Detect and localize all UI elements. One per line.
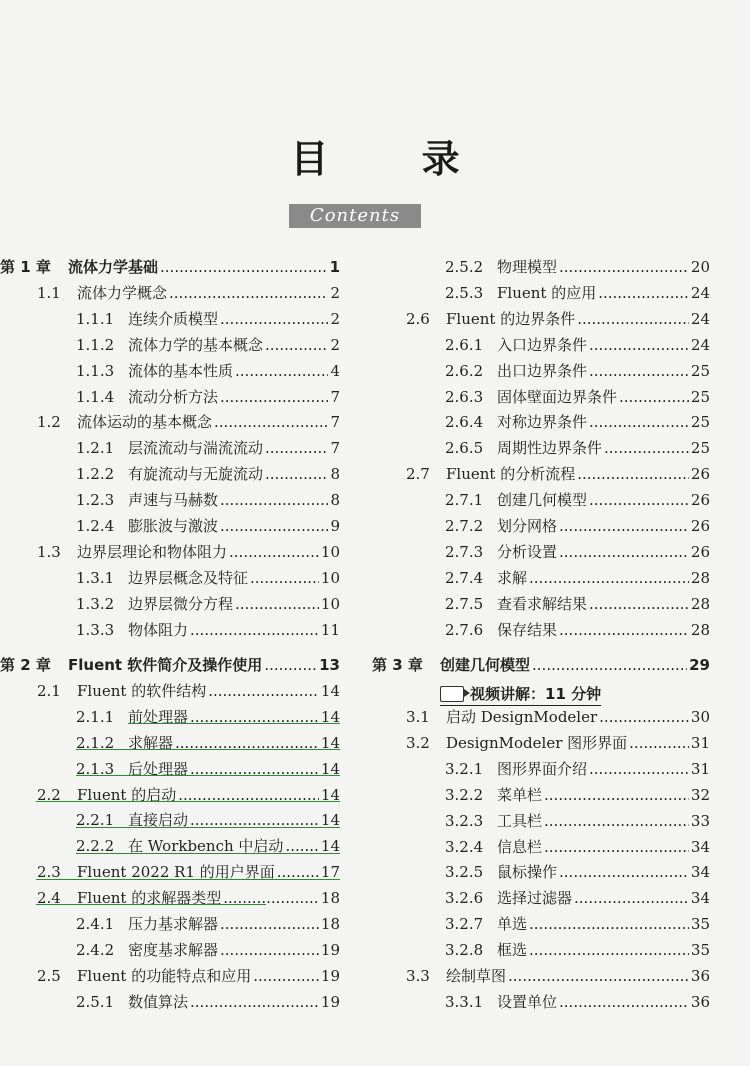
toc-entry-title: Fluent 的软件结构 xyxy=(77,682,207,700)
toc-entry-number: 2.7.3 xyxy=(445,543,484,561)
toc-entry-title: 菜单栏 xyxy=(497,786,543,804)
toc-entry-sub[interactable] xyxy=(372,362,710,380)
toc-entry-title: 工具栏 xyxy=(497,812,543,830)
toc-entry-number: 3.2.1 xyxy=(445,760,484,778)
toc-entry-sub[interactable] xyxy=(0,388,340,406)
contents-banner: Contents xyxy=(289,204,421,228)
toc-entry-page: 26 xyxy=(690,465,710,483)
toc-entry-page: 2 xyxy=(330,336,340,354)
toc-entry-title: 流体运动的基本概念 xyxy=(77,413,213,431)
toc-entry-title: 框选 xyxy=(497,941,528,959)
toc-entry-page: 31 xyxy=(690,734,710,752)
toc-entry-page: 13 xyxy=(319,656,340,674)
toc-entry-sub[interactable] xyxy=(372,993,710,1011)
toc-entry-number: 1.1.4 xyxy=(76,388,115,406)
toc-entry-sub[interactable] xyxy=(0,621,340,639)
toc-entry-title: Fluent 2022 R1 的用户界面 xyxy=(77,863,275,881)
toc-entry-title: 查看求解结果 xyxy=(497,595,588,613)
toc-entry-title: 层流流动与湍流流动 xyxy=(128,439,264,457)
toc-entry-number: 2.7 xyxy=(406,465,430,483)
toc-entry-page: 7 xyxy=(330,388,340,406)
toc-entry-page: 24 xyxy=(690,284,710,302)
toc-entry-number: 1.1.2 xyxy=(76,336,115,354)
toc-entry-page: 31 xyxy=(690,760,710,778)
toc-entry-sub[interactable] xyxy=(0,941,340,959)
toc-entry-number: 2.1 xyxy=(37,682,61,700)
toc-leader-dots xyxy=(559,621,689,639)
toc-entry-number: 2.2.1 xyxy=(76,811,115,829)
toc-leader-dots xyxy=(229,543,319,561)
toc-entry-chapter[interactable] xyxy=(0,656,340,674)
toc-entry-number: 第 3 章 xyxy=(372,656,423,674)
toc-entry-title: 流体力学概念 xyxy=(77,284,168,302)
toc-entry-title: 启动 DesignModeler xyxy=(446,708,598,726)
toc-leader-dots xyxy=(169,284,328,302)
toc-entry-title: 边界层理论和物体阻力 xyxy=(77,543,228,561)
toc-entry-title: Fluent 的边界条件 xyxy=(446,310,576,328)
toc-entry-title: 周期性边界条件 xyxy=(497,439,603,457)
toc-entry-page: 24 xyxy=(690,310,710,328)
toc-entry-number: 2.6.4 xyxy=(445,413,484,431)
toc-entry-number: 2.1.2 xyxy=(76,734,115,752)
toc-leader-dots xyxy=(589,336,689,354)
toc-entry-title: DesignModeler 图形界面 xyxy=(446,734,628,752)
toc-entry-number: 第 2 章 xyxy=(0,656,51,674)
toc-entry-page: 28 xyxy=(690,621,710,639)
toc-entry-number: 3.2.4 xyxy=(445,838,484,856)
toc-entry-number: 2.5.3 xyxy=(445,284,484,302)
toc-entry-number: 2.5.2 xyxy=(445,258,484,276)
toc-entry-sec[interactable] xyxy=(372,465,710,483)
toc-entry-sub[interactable] xyxy=(372,491,710,509)
toc-leader-dots xyxy=(599,708,689,726)
toc-entry-title: 物理模型 xyxy=(497,258,558,276)
toc-leader-dots xyxy=(559,993,689,1011)
toc-entry-page: 14 xyxy=(320,837,340,855)
toc-leader-dots xyxy=(589,413,689,431)
toc-entry-title: Fluent 的求解器类型 xyxy=(77,889,222,907)
toc-entry-sub[interactable] xyxy=(0,362,340,380)
toc-entry-title: 选择过滤器 xyxy=(497,889,573,907)
toc-entry-title: 分析设置 xyxy=(497,543,558,561)
toc-entry-page: 10 xyxy=(320,543,340,561)
toc-entry-number: 1.2.4 xyxy=(76,517,115,535)
toc-entry-sub[interactable] xyxy=(372,760,710,778)
toc-entry-number: 1.3.1 xyxy=(76,569,115,587)
toc-entry-title: 连续介质模型 xyxy=(128,310,219,328)
toc-leader-dots xyxy=(235,595,319,613)
toc-entry-number: 2.7.2 xyxy=(445,517,484,535)
toc-entry-page: 11 xyxy=(320,621,340,639)
highlight-line xyxy=(76,749,340,750)
toc-leader-dots xyxy=(220,491,328,509)
toc-entry-number: 2.7.1 xyxy=(445,491,484,509)
toc-entry-sub[interactable] xyxy=(372,336,710,354)
toc-leader-dots xyxy=(264,656,317,674)
video-camera-icon xyxy=(440,686,464,702)
toc-entry-chapter[interactable] xyxy=(0,258,340,276)
toc-entry-page: 14 xyxy=(320,708,340,726)
toc-leader-dots xyxy=(559,543,689,561)
toc-entry-sub[interactable] xyxy=(372,915,710,933)
toc-entry-number: 2.6.1 xyxy=(445,336,484,354)
toc-entry-page: 2 xyxy=(330,310,340,328)
toc-entry-page: 26 xyxy=(690,491,710,509)
toc-entry-title: Fluent 的功能特点和应用 xyxy=(77,967,252,985)
toc-entry-page: 30 xyxy=(690,708,710,726)
toc-entry-page: 28 xyxy=(690,595,710,613)
toc-entry-sub[interactable] xyxy=(372,413,710,431)
toc-entry-page: 9 xyxy=(330,517,340,535)
toc-entry-page: 34 xyxy=(690,863,710,881)
toc-entry-page: 35 xyxy=(690,941,710,959)
toc-entry-number: 2.1.3 xyxy=(76,760,115,778)
toc-entry-page: 24 xyxy=(690,336,710,354)
highlight-line xyxy=(36,801,340,802)
toc-entry-number: 1.1 xyxy=(37,284,61,302)
toc-entry-title: 直接启动 xyxy=(128,811,189,829)
toc-entry-title: 密度基求解器 xyxy=(128,941,219,959)
toc-entry-page: 25 xyxy=(690,413,710,431)
toc-leader-dots xyxy=(265,336,328,354)
toc-leader-dots xyxy=(559,258,689,276)
toc-entry-title: 流体力学基础 xyxy=(68,258,159,276)
toc-leader-dots xyxy=(220,517,328,535)
toc-entry-title: 创建几何模型 xyxy=(497,491,588,509)
toc-entry-title: 单选 xyxy=(497,915,528,933)
toc-entry-title: 边界层微分方程 xyxy=(128,595,234,613)
toc-entry-title: 划分网格 xyxy=(497,517,558,535)
toc-leader-dots xyxy=(559,517,689,535)
toc-entry-title: 流体力学的基本概念 xyxy=(128,336,264,354)
toc-leader-dots xyxy=(544,786,689,804)
toc-entry-number: 2.5 xyxy=(37,967,61,985)
toc-entry-number: 2.5.1 xyxy=(76,993,115,1011)
toc-entry-sec[interactable] xyxy=(372,734,710,752)
toc-entry-title: 求解 xyxy=(497,569,528,587)
toc-entry-number: 1.2 xyxy=(37,413,61,431)
toc-leader-dots xyxy=(265,465,328,483)
toc-entry-number: 2.4 xyxy=(37,889,61,907)
toc-entry-sub[interactable] xyxy=(372,812,710,830)
highlight-line xyxy=(76,853,340,854)
toc-entry-sub[interactable] xyxy=(0,993,340,1011)
toc-leader-dots xyxy=(220,915,319,933)
toc-entry-page: 32 xyxy=(690,786,710,804)
toc-entry-title: 创建几何模型 xyxy=(440,656,531,674)
toc-entry-title: 设置单位 xyxy=(497,993,558,1011)
toc-entry-title: 流体的基本性质 xyxy=(128,362,234,380)
toc-entry-title: 求解器 xyxy=(128,734,174,752)
toc-entry-number: 2.6 xyxy=(406,310,430,328)
toc-entry-page: 36 xyxy=(690,967,710,985)
toc-leader-dots xyxy=(589,595,689,613)
toc-entry-number: 3.2.8 xyxy=(445,941,484,959)
toc-entry-sec[interactable] xyxy=(372,967,710,985)
toc-entry-number: 2.6.5 xyxy=(445,439,484,457)
video-note[interactable] xyxy=(440,683,601,706)
toc-entry-number: 第 1 章 xyxy=(0,258,51,276)
toc-entry-number: 2.6.3 xyxy=(445,388,484,406)
toc-entry-title: 前处理器 xyxy=(128,708,189,726)
toc-entry-title: 数值算法 xyxy=(128,993,189,1011)
toc-entry-page: 34 xyxy=(690,838,710,856)
toc-leader-dots xyxy=(598,284,689,302)
toc-entry-sub[interactable] xyxy=(372,284,710,302)
toc-entry-title: Fluent 软件简介及操作使用 xyxy=(68,656,263,674)
toc-leader-dots xyxy=(208,682,319,700)
toc-entry-number: 3.3 xyxy=(406,967,430,985)
toc-entry-sub[interactable] xyxy=(0,310,340,328)
toc-entry-sub[interactable] xyxy=(372,543,710,561)
toc-entry-sub[interactable] xyxy=(372,941,710,959)
toc-entry-sec[interactable] xyxy=(372,310,710,328)
toc-leader-dots xyxy=(235,362,328,380)
toc-entry-sub[interactable] xyxy=(372,517,710,535)
toc-leader-dots xyxy=(220,941,319,959)
toc-entry-number: 1.2.3 xyxy=(76,491,115,509)
toc-entry-title: 保存结果 xyxy=(497,621,558,639)
toc-entry-number: 2.1.1 xyxy=(76,708,115,726)
toc-entry-title: 在 Workbench 中启动 xyxy=(128,837,284,855)
toc-entry-number: 2.6.2 xyxy=(445,362,484,380)
toc-leader-dots xyxy=(265,439,328,457)
toc-entry-sub[interactable] xyxy=(372,863,710,881)
toc-entry-number: 3.2 xyxy=(406,734,430,752)
toc-entry-page: 8 xyxy=(330,465,340,483)
toc-entry-number: 3.2.5 xyxy=(445,863,484,881)
toc-leader-dots xyxy=(577,310,689,328)
toc-leader-dots xyxy=(190,621,319,639)
toc-entry-number: 3.2.6 xyxy=(445,889,484,907)
toc-entry-number: 3.2.2 xyxy=(445,786,484,804)
toc-entry-title: Fluent 的分析流程 xyxy=(446,465,576,483)
toc-entry-sub[interactable] xyxy=(0,595,340,613)
toc-entry-sec[interactable] xyxy=(0,284,340,302)
toc-entry-sub[interactable] xyxy=(0,439,340,457)
toc-entry-sec[interactable] xyxy=(0,413,340,431)
toc-entry-title: 固体壁面边界条件 xyxy=(497,388,618,406)
toc-entry-title: 膨胀波与激波 xyxy=(128,517,219,535)
toc-entry-sub[interactable] xyxy=(372,595,710,613)
toc-entry-number: 3.2.7 xyxy=(445,915,484,933)
toc-entry-title: 出口边界条件 xyxy=(497,362,588,380)
toc-entry-sub[interactable] xyxy=(0,491,340,509)
toc-leader-dots xyxy=(250,569,319,587)
toc-entry-number: 3.2.3 xyxy=(445,812,484,830)
toc-leader-dots xyxy=(529,941,689,959)
toc-entry-page: 28 xyxy=(690,569,710,587)
toc-leader-dots xyxy=(529,569,689,587)
toc-leader-dots xyxy=(160,258,328,276)
highlight-line xyxy=(36,904,266,905)
toc-entry-sub[interactable] xyxy=(0,517,340,535)
toc-entry-page: 14 xyxy=(320,734,340,752)
toc-entry-page: 7 xyxy=(330,413,340,431)
toc-entry-page: 8 xyxy=(330,491,340,509)
toc-entry-number: 2.2.2 xyxy=(76,837,115,855)
toc-entry-page: 19 xyxy=(320,993,340,1011)
toc-entry-page: 4 xyxy=(330,362,340,380)
toc-entry-title: 后处理器 xyxy=(128,760,189,778)
toc-entry-sub[interactable] xyxy=(0,465,340,483)
toc-entry-page: 10 xyxy=(320,569,340,587)
toc-entry-page: 33 xyxy=(690,812,710,830)
toc-entry-chapter[interactable] xyxy=(372,656,710,674)
toc-entry-page: 19 xyxy=(320,941,340,959)
toc-leader-dots xyxy=(589,362,689,380)
toc-leader-dots xyxy=(629,734,689,752)
toc-entry-title: 流动分析方法 xyxy=(128,388,219,406)
toc-leader-dots xyxy=(253,967,319,985)
toc-entry-page: 17 xyxy=(320,863,340,881)
toc-entry-sub[interactable] xyxy=(0,336,340,354)
toc-entry-page: 14 xyxy=(320,682,340,700)
toc-entry-sub[interactable] xyxy=(372,838,710,856)
toc-entry-number: 1.3 xyxy=(37,543,61,561)
page-title: 目 录 xyxy=(290,137,500,181)
toc-entry-sub[interactable] xyxy=(372,388,710,406)
toc-entry-number: 3.1 xyxy=(406,708,430,726)
toc-entry-page: 25 xyxy=(690,362,710,380)
toc-entry-page: 25 xyxy=(690,439,710,457)
toc-leader-dots xyxy=(544,838,689,856)
highlight-line xyxy=(76,775,340,776)
toc-entry-number: 1.3.2 xyxy=(76,595,115,613)
toc-entry-sub[interactable] xyxy=(372,439,710,457)
toc-entry-title: Fluent 的启动 xyxy=(77,786,177,804)
toc-entry-number: 1.2.2 xyxy=(76,465,115,483)
toc-entry-title: 绘制草图 xyxy=(446,967,507,985)
toc-entry-page: 20 xyxy=(690,258,710,276)
toc-entry-title: 压力基求解器 xyxy=(128,915,219,933)
toc-entry-number: 1.1.1 xyxy=(76,310,115,328)
toc-leader-dots xyxy=(220,388,328,406)
toc-entry-number: 2.4.2 xyxy=(76,941,115,959)
toc-leader-dots xyxy=(508,967,689,985)
toc-entry-number: 3.3.1 xyxy=(445,993,484,1011)
toc-entry-sec[interactable] xyxy=(0,682,340,700)
toc-leader-dots xyxy=(619,388,689,406)
toc-entry-number: 1.3.3 xyxy=(76,621,115,639)
toc-entry-sub[interactable] xyxy=(372,621,710,639)
toc-leader-dots xyxy=(589,491,689,509)
toc-entry-page: 14 xyxy=(320,811,340,829)
toc-entry-page: 35 xyxy=(690,915,710,933)
toc-leader-dots xyxy=(589,760,689,778)
toc-entry-sub[interactable] xyxy=(0,569,340,587)
toc-leader-dots xyxy=(220,310,328,328)
toc-leader-dots xyxy=(532,656,687,674)
toc-leader-dots xyxy=(559,863,689,881)
toc-leader-dots xyxy=(604,439,689,457)
toc-entry-title: 声速与马赫数 xyxy=(128,491,219,509)
toc-entry-title: 鼠标操作 xyxy=(497,863,558,881)
highlight-line xyxy=(128,723,340,724)
toc-entry-sec[interactable] xyxy=(0,543,340,561)
toc-entry-page: 29 xyxy=(689,656,710,674)
toc-entry-page: 7 xyxy=(330,439,340,457)
toc-leader-dots xyxy=(529,915,689,933)
toc-entry-page: 18 xyxy=(320,889,340,907)
toc-entry-page: 36 xyxy=(690,993,710,1011)
toc-entry-page: 1 xyxy=(329,258,340,276)
toc-entry-page: 19 xyxy=(320,967,340,985)
toc-entry-number: 1.1.3 xyxy=(76,362,115,380)
toc-entry-title: Fluent 的应用 xyxy=(497,284,597,302)
toc-entry-page: 10 xyxy=(320,595,340,613)
toc-entry-number: 1.2.1 xyxy=(76,439,115,457)
toc-leader-dots xyxy=(214,413,328,431)
video-note-text: 视频讲解：11 分钟 xyxy=(470,685,602,703)
toc-entry-page: 14 xyxy=(320,760,340,778)
toc-entry-number: 2.3 xyxy=(37,863,61,881)
toc-leader-dots xyxy=(577,465,689,483)
toc-entry-number: 2.7.5 xyxy=(445,595,484,613)
toc-entry-number: 2.4.1 xyxy=(76,915,115,933)
toc-entry-title: 入口边界条件 xyxy=(497,336,588,354)
toc-leader-dots xyxy=(544,812,689,830)
toc-entry-number: 2.7.4 xyxy=(445,569,484,587)
toc-entry-page: 34 xyxy=(690,889,710,907)
toc-entry-sub[interactable] xyxy=(372,889,710,907)
toc-entry-sub[interactable] xyxy=(372,569,710,587)
toc-entry-page: 2 xyxy=(330,284,340,302)
toc-entry-title: 对称边界条件 xyxy=(497,413,588,431)
toc-entry-number: 2.7.6 xyxy=(445,621,484,639)
toc-entry-sub[interactable] xyxy=(372,786,710,804)
toc-leader-dots xyxy=(574,889,689,907)
toc-entry-page: 26 xyxy=(690,543,710,561)
toc-entry-title: 有旋流动与无旋流动 xyxy=(128,465,264,483)
toc-entry-title: 图形界面介绍 xyxy=(497,760,588,778)
toc-entry-title: 物体阻力 xyxy=(128,621,189,639)
toc-entry-title: 边界层概念及特征 xyxy=(128,569,249,587)
toc-leader-dots xyxy=(190,993,319,1011)
toc-entry-page: 25 xyxy=(690,388,710,406)
toc-entry-title: 信息栏 xyxy=(497,838,543,856)
toc-entry-page: 26 xyxy=(690,517,710,535)
toc-entry-number: 2.2 xyxy=(37,786,61,804)
highlight-line xyxy=(76,827,340,828)
toc-entry-sec[interactable] xyxy=(0,967,340,985)
toc-entry-sub[interactable] xyxy=(0,915,340,933)
toc-entry-page: 14 xyxy=(320,786,340,804)
highlight-line xyxy=(36,879,340,880)
toc-entry-sub[interactable] xyxy=(372,258,710,276)
toc-entry-page: 18 xyxy=(320,915,340,933)
toc-entry-sec[interactable] xyxy=(372,708,710,726)
